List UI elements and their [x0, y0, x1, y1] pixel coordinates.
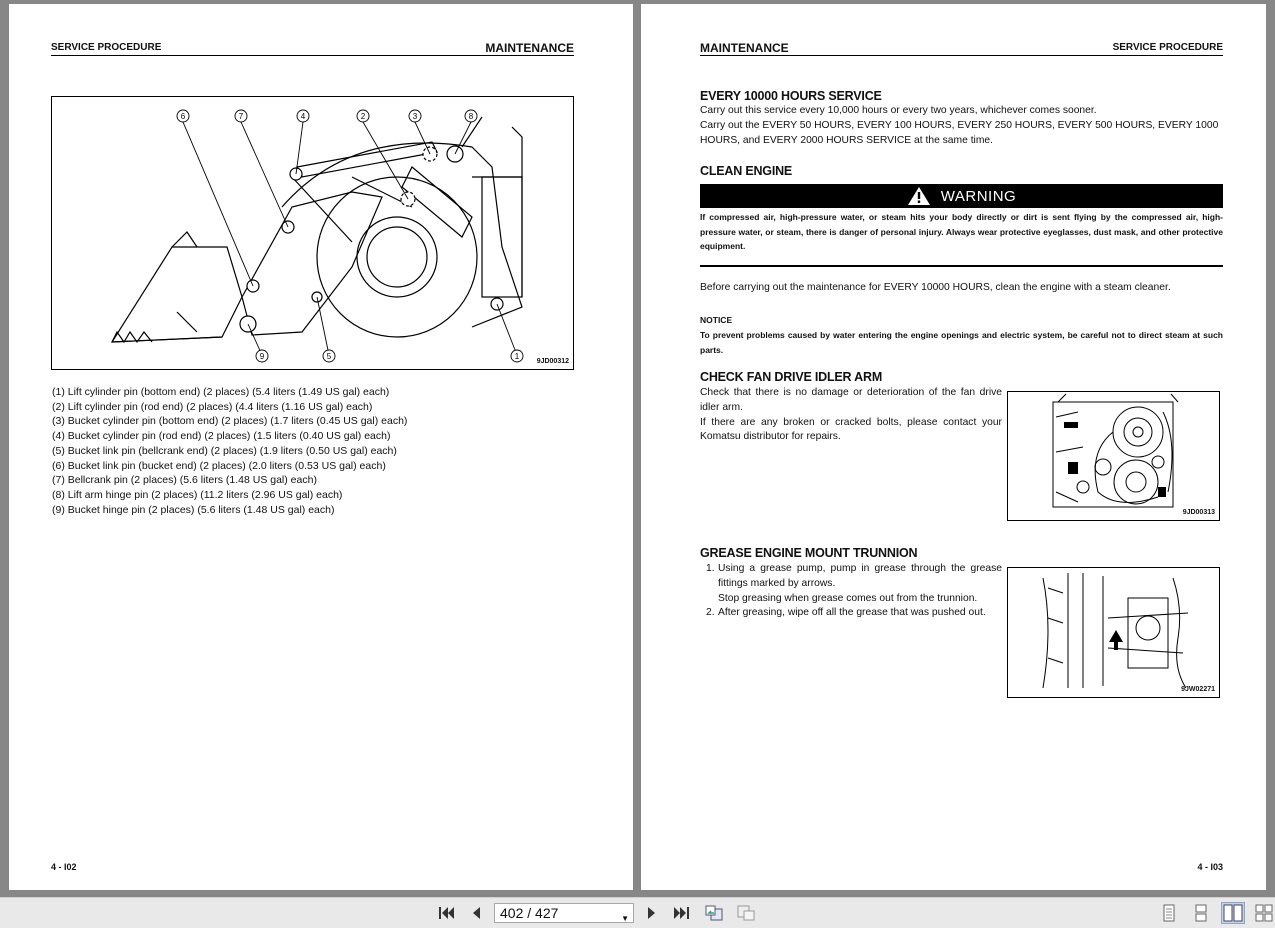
page-number-input[interactable]: [494, 903, 634, 923]
step-1: [700, 562, 1002, 592]
figure-code-trunnion: 9JW02271: [1181, 686, 1215, 693]
section-10000h-line1: Carry out this service every 10,000 hours or every two years, whichever comes sooner.: [700, 105, 1097, 116]
warning-end-rule: [700, 265, 1223, 267]
section-10000h-text: [700, 104, 1223, 148]
list-item: (8) Lift arm hinge pin (2 places) (11.2 liters (2.96 US gal) each): [52, 488, 343, 501]
parts-list: [52, 385, 407, 517]
fan-idler-line2: If there are any broken or cracked bolts, please contact your Komatsu distributor for repairs.: [700, 416, 1002, 443]
list-item: (9) Bucket hinge pin (2 places) (5.6 liters (1.48 US gal) each): [52, 503, 335, 516]
wheel-hub-inner: [367, 227, 427, 287]
previous-page-button[interactable]: [465, 902, 487, 924]
fan-idler-line1: Check that there is no damage or deterioration of the fan drive idler arm.: [700, 387, 1002, 413]
bucket-cylinder: [297, 142, 437, 177]
next-page-icon: [645, 905, 659, 921]
left-header-rule: [51, 55, 574, 56]
continuous-view-icon: [1194, 904, 1208, 922]
continuous-view-button[interactable]: [1189, 902, 1213, 924]
next-page-button[interactable]: [641, 902, 663, 924]
callout-9: 9: [259, 352, 265, 361]
right-header-chapter: MAINTENANCE: [700, 41, 789, 55]
callout-2: 2: [360, 112, 366, 121]
bucket-shape: [112, 247, 242, 342]
list-item: (6) Bucket link pin (bucket end) (2 places) (2.0 liters (0.53 US gal) each): [52, 459, 386, 472]
step-1-subtext: Stop greasing when grease comes out from the trunnion.: [718, 592, 978, 604]
lift-arm-shape: [242, 192, 382, 335]
left-header-chapter: MAINTENANCE: [485, 41, 574, 55]
section-title-10000h: EVERY 10000 HOURS SERVICE: [700, 89, 882, 103]
callout-6: 6: [180, 112, 186, 121]
continuous-facing-view-button[interactable]: [1253, 902, 1275, 924]
left-document-page: [9, 4, 633, 890]
right-header-rule: [700, 55, 1223, 56]
first-page-button[interactable]: [435, 902, 457, 924]
right-document-page: [641, 4, 1266, 890]
chevron-down-icon[interactable]: ▼: [621, 914, 629, 923]
section-title-grease-trunnion: GREASE ENGINE MOUNT TRUNNION: [700, 546, 918, 560]
single-page-view-icon: [1162, 904, 1176, 922]
notice-text: To prevent problems caused by water entering the engine openings and electric system, be careful not to direct steam at such parts.: [700, 330, 1223, 355]
list-item: (2) Lift cylinder pin (rod end) (2 places) (4.4 liters (1.16 US gal) each): [52, 400, 373, 413]
two-page-view-button[interactable]: [1221, 902, 1245, 924]
two-page-view-icon: [1223, 904, 1243, 922]
wheel-loader-drawing: [52, 97, 573, 369]
notice-label: NOTICE: [700, 315, 733, 325]
list-item: (4) Bucket cylinder pin (rod end) (2 places) (1.5 liters (0.40 US gal) each): [52, 430, 391, 443]
left-header-section: SERVICE PROCEDURE: [51, 42, 162, 53]
list-item: (3) Bucket cylinder pin (bottom end) (2 places) (1.7 liters (0.45 US gal) each): [52, 415, 408, 428]
step-2-text: After greasing, wipe off all the grease that was pushed out.: [718, 607, 986, 619]
wheel-loader-lube-diagram: [51, 96, 574, 370]
right-header-section: SERVICE PROCEDURE: [1112, 42, 1223, 53]
trunnion-drawing: [1008, 568, 1219, 697]
fan-idler-text: [700, 386, 1002, 445]
go-forward-view-icon: [736, 904, 756, 922]
next-view-button[interactable]: [735, 902, 757, 924]
warning-banner: [700, 184, 1223, 208]
grease-steps: [700, 562, 1002, 621]
single-page-view-button[interactable]: [1157, 902, 1181, 924]
page-indicator-text: 402 / 427: [500, 905, 559, 921]
first-page-icon: [437, 905, 455, 921]
figure-code-left: 9JD00312: [536, 358, 569, 365]
figure-code-fan: 9JD00313: [1182, 509, 1215, 516]
clean-engine-text: Before carrying out the maintenance for EVERY 10000 HOURS, clean the engine with a steam cleaner.: [700, 282, 1171, 293]
last-page-button[interactable]: [671, 902, 693, 924]
callout-4: 4: [300, 112, 306, 121]
grease-arrow-icon: [1109, 630, 1123, 650]
section-title-fan-idler: CHECK FAN DRIVE IDLER ARM: [700, 370, 883, 384]
left-page-number: 4 - I02: [51, 862, 77, 872]
last-page-icon: [673, 905, 691, 921]
callout-3: 3: [412, 112, 418, 121]
list-item: (5) Bucket link pin (bellcrank end) (2 places) (1.9 liters (0.50 US gal) each): [52, 444, 397, 457]
step-1-text: Using a grease pump, pump in grease through the grease fittings marked by arrows.: [718, 563, 1002, 589]
trunnion-figure: [1007, 567, 1220, 698]
warning-triangle-icon: [907, 186, 931, 206]
fan-drive-figure: [1007, 391, 1220, 521]
callout-7: 7: [238, 112, 244, 121]
section-title-clean-engine: CLEAN ENGINE: [700, 164, 793, 178]
list-item: (1) Lift cylinder pin (bottom end) (2 places) (5.4 liters (1.49 US gal) each): [52, 386, 390, 398]
go-back-view-icon: [704, 904, 724, 922]
wheel-hub-outer: [357, 217, 437, 297]
section-10000h-line2: Carry out the EVERY 50 HOURS, EVERY 100 HOURS, EVERY 250 HOURS, EVERY 500 HOURS, EVERY 1000 HOURS, and EVERY 2000 HOURS SERVICE at the same time.: [700, 119, 1219, 146]
previous-view-button[interactable]: [703, 902, 725, 924]
warning-label: WARNING: [940, 187, 1017, 205]
step-2: [700, 606, 1002, 621]
step-1-number: 1.: [706, 563, 715, 574]
list-item: (7) Bellcrank pin (2 places) (5.6 liters (1.48 US gal) each): [52, 474, 317, 487]
right-page-number: 4 - I03: [1197, 862, 1223, 872]
warning-text: If compressed air, high-pressure water, or steam hits your body directly or dirt is sent flying by the compressed air, high-pressure water, or steam, there is danger of personal injury. Always wear protective eyeglasses, dust mask, and other protective equipment.: [700, 212, 1223, 251]
callout-5: 5: [326, 352, 332, 361]
callout-1: 1: [514, 352, 520, 361]
prev-page-icon: [469, 905, 483, 921]
fan-drive-drawing: [1008, 392, 1219, 520]
step-2-number: 2.: [706, 607, 715, 619]
continuous-facing-view-icon: [1255, 904, 1273, 922]
viewer-toolbar: [0, 897, 1275, 928]
callout-8: 8: [468, 112, 474, 121]
